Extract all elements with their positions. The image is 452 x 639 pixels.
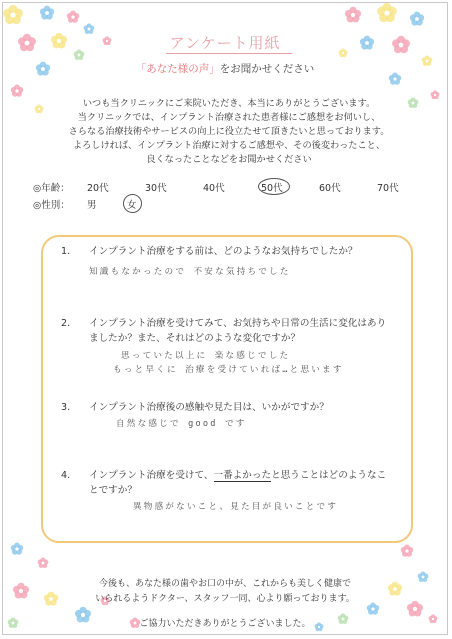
closing-line: 今後も、あなた様の歯やお口の中が、これからも美しく健康で xyxy=(98,579,351,589)
selection-circle xyxy=(123,194,142,213)
age-option-selected[interactable] xyxy=(261,180,319,194)
flower-icon xyxy=(43,591,59,607)
flower-icon xyxy=(417,571,429,583)
gender-label: ◎性別： xyxy=(33,200,70,211)
age-option[interactable]: 20代 xyxy=(87,183,109,194)
question-text-line: とですか？ xyxy=(89,485,137,496)
question-text xyxy=(89,468,411,498)
answer-2-line-2[interactable]: もっと早くに 治療を受けていれば…と思います xyxy=(113,365,344,375)
intro-line: いつも当クリニックにご来院いただき、本当にありがとうございます。 xyxy=(82,98,376,109)
question-text-emphasis: 一番よかった xyxy=(213,470,272,481)
answer-1[interactable]: 知識もなかったので 不安な気持ちでした xyxy=(89,267,291,277)
flower-icon xyxy=(407,97,419,109)
flower-icon xyxy=(344,6,362,24)
age-row xyxy=(33,180,435,194)
question-number: 2. xyxy=(61,318,71,329)
flower-icon xyxy=(37,557,49,569)
subtitle-rest: をお聞かせください xyxy=(219,63,315,75)
thanks-text: ご協力いただきありがとうございました。 xyxy=(139,619,311,629)
answer-2-line-1[interactable]: 思っていた以上に 楽な感じでした xyxy=(121,351,291,361)
question-text-line: インプラント治療を受けてみて、お気持ちや日常の生活に変化はあり xyxy=(89,318,387,329)
gender-option-selected[interactable] xyxy=(127,197,167,211)
age-option[interactable]: 30代 xyxy=(145,183,167,194)
question-text xyxy=(89,316,411,346)
flower-icon xyxy=(2,4,24,26)
age-option[interactable]: 70代 xyxy=(377,183,399,194)
intro-line: さらなる治療技術やサービスの向上に役立たせて頂きたいと思っております。 xyxy=(68,126,390,137)
flower-icon xyxy=(430,90,440,100)
survey-sheet xyxy=(2,2,448,635)
age-option[interactable]: 60代 xyxy=(319,183,341,194)
flower-icon xyxy=(10,84,24,98)
question-text-part: と思うことはどのようなこ xyxy=(271,470,387,481)
flower-icon xyxy=(400,544,414,558)
flower-icon xyxy=(387,581,403,597)
page-title: アンケート用紙 xyxy=(169,34,281,52)
question-4 xyxy=(61,468,411,498)
title-underline xyxy=(166,53,292,54)
flower-icon xyxy=(376,2,398,24)
intro-text xyxy=(55,97,403,167)
closing-message xyxy=(63,577,387,607)
question-1 xyxy=(61,244,411,259)
question-text-part: インプラント治療を受けて、 xyxy=(89,470,214,481)
gender-option[interactable]: 男 xyxy=(87,200,97,211)
closing-line: いられるようドクター、スタッフ一同、心より願っております。 xyxy=(95,594,355,604)
flower-icon xyxy=(66,10,80,24)
question-number: 3. xyxy=(61,402,71,413)
intro-line: 良くなったことなどをお聞かせください xyxy=(146,154,312,165)
flower-icon xyxy=(39,5,55,21)
gender-option-label: 女 xyxy=(127,200,137,211)
question-2 xyxy=(61,316,411,346)
flower-icon xyxy=(10,542,24,556)
subtitle xyxy=(3,61,447,76)
question-number: 1. xyxy=(61,246,71,257)
selection-circle xyxy=(258,178,290,195)
question-text: インプラント治療後の感触や見た目は、いかがですか？ xyxy=(89,402,329,413)
question-text-line xyxy=(89,468,411,483)
question-text: インプラント治療をする前は、どのようなお気持ちでしたか？ xyxy=(89,246,358,257)
flower-icon xyxy=(409,11,425,27)
gender-row xyxy=(33,197,167,211)
question-3 xyxy=(61,400,411,415)
subtitle-quote: 「あなた様の声」 xyxy=(135,63,220,75)
intro-line: 当クリニックでは、インプラント治療された患者様にご感想をお伺いし、 xyxy=(77,112,381,123)
question-text-line: ましたか？また、それはどのような変化ですか？ xyxy=(89,333,301,344)
answer-3[interactable]: 自然な感じで good です xyxy=(116,419,247,429)
intro-line: よろしければ、インプラント治療に対するご感想や、その後変わったこと、 xyxy=(72,140,386,151)
flower-icon xyxy=(12,582,30,600)
age-option-label: 50代 xyxy=(261,183,283,194)
question-number: 4. xyxy=(61,470,71,481)
age-option[interactable]: 40代 xyxy=(203,183,225,194)
age-label: ◎年齢： xyxy=(33,183,70,194)
flower-icon xyxy=(34,104,44,114)
answer-4[interactable]: 異物感がないこと、見た目が良いことです xyxy=(133,502,339,512)
